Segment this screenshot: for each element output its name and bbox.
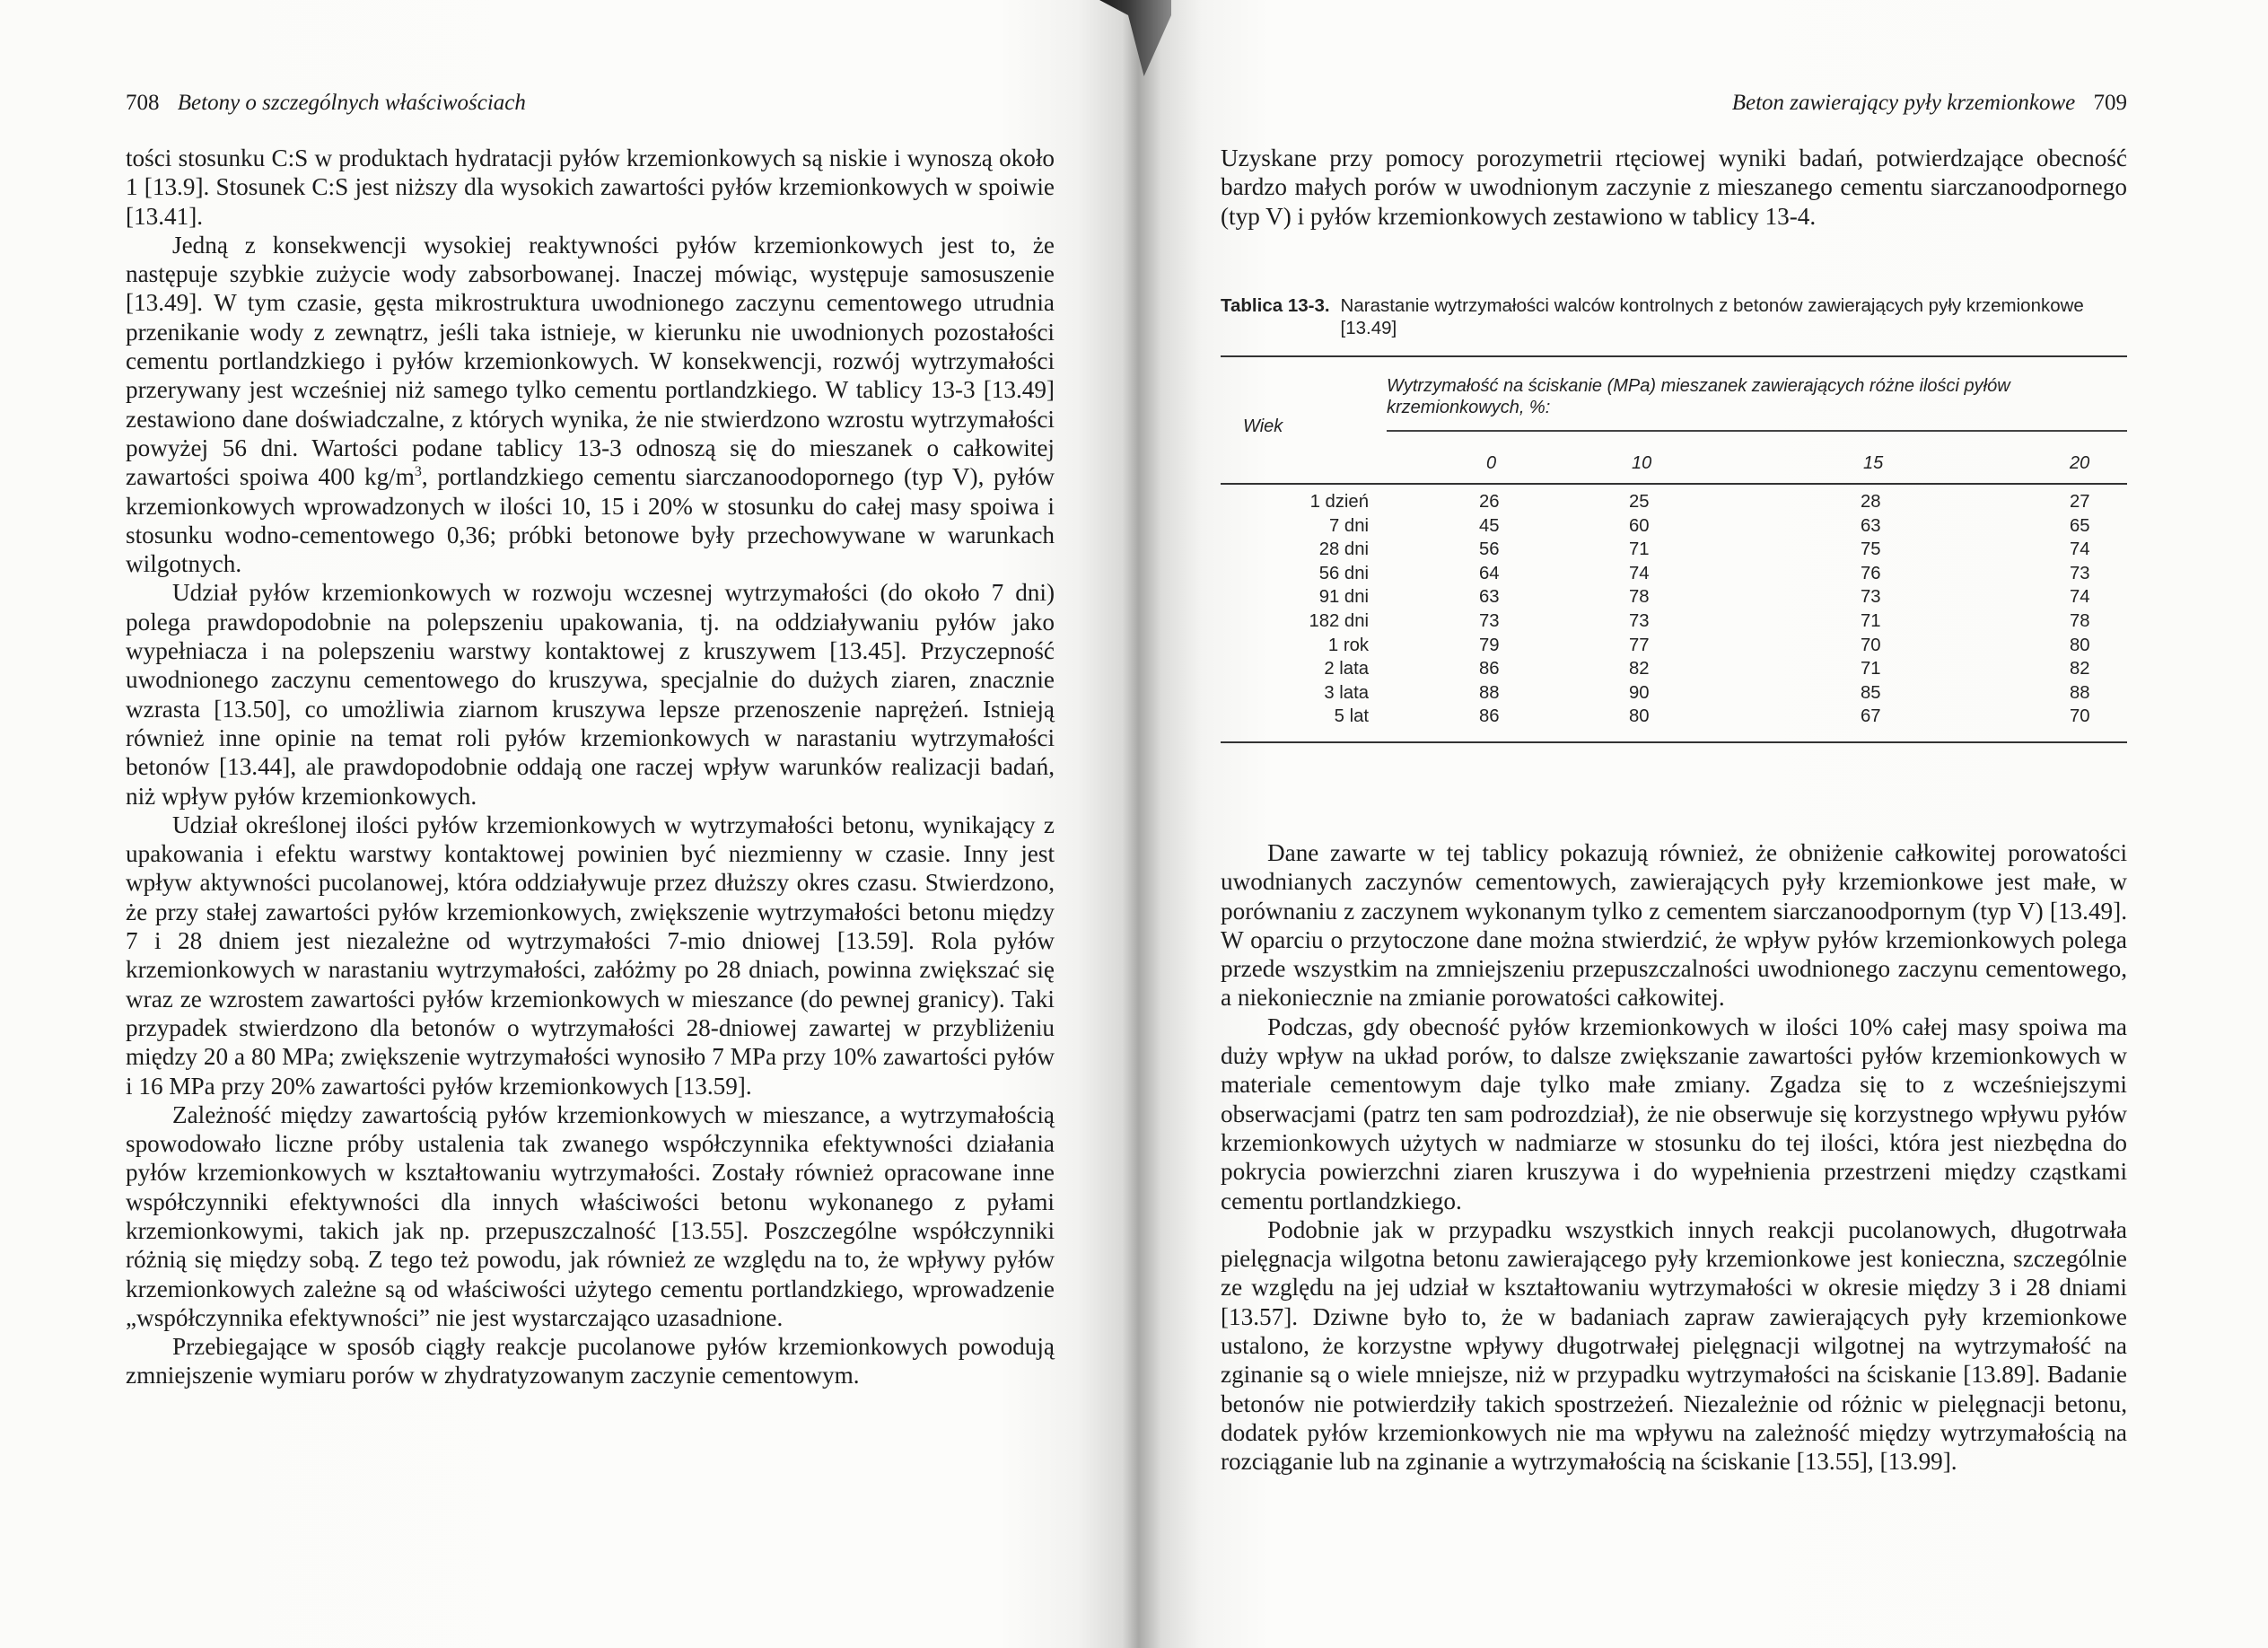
value-cell: 71 [1861,610,1881,631]
text-run: Zależność między zawartością pyłów krzemionkowych w mieszance, a wytrzymałością spowodowało liczne próby ustalenia tak zwanego współczynnika efektywności działania pyłów krzemionkowych w kształtowaniu wytrzymałości. Zostały również opracowane inne współczynniki efektywności dla innych właściwości betonu wykonanego z pyłami krzemionkowymi, takich jak np. przepuszczalność [13.55]. Poszczególne współczynniki różnią się między sobą. Z tego też powodu, jak również ze względu na to, że wpływy pyłów krzemionkowych zależne są od właściwości użytego cementu portlandzkiego, wprowadzenie „współczynnika efektywności” nie jest wystarczająco uzasadnione. [126,1100,1055,1331]
paragraph: Podobnie jak w przypadku wszystkich innych reakcji pucolanowych, długotrwała pielęgnacja wilgotna betonu zawierającego pyły krzemionkowe jest konieczna, szczególnie ze względu na jej udział w kształtowaniu wytrzymałości w okresie między 3 i 28 dniami [13.57]. Dziwne było to, że w badaniach zapraw zawierających pyły krzemionkowe ustalono, że korzystne wpływy długotrwałej pielęgnacji wilgotnej na wytrzymałość na zginanie są o wiele mniejsze, niż w przypadku wytrzymałości na ściskanie [13.89]. Badanie betonów nie potwierdziły takich spostrzeżeń. Niezależnie od różnic w pielęgnacji betonu, dodatek pyłów krzemionkowych nie ma wpływu na zależność między wytrzymałością na rozciąganie lub na zginanie a wytrzymałością na ściskanie [13.55], [13.99]. [1221,1215,2127,1476]
paragraph [126,144,1055,231]
value-cell: 63 [1861,515,1881,536]
age-cell: 2 lata [1324,659,1369,679]
table-caption [1221,294,2127,339]
value-cell: 71 [1629,539,1650,560]
age-cell: 56 dni [1318,563,1369,583]
value-cell: 56 [1479,539,1500,560]
value-cell: 77 [1629,635,1650,655]
paragraph: Uzyskane przy pomocy porozymetrii rtęciowej wyniki badań, potwierdzające obecność bardzo małych porów w uwodnionym zaczynie z mieszanego cementu siarczanoodpornego (typ V) i pyłów krzemionkowych zestawiono w tablicy 13-4. [1221,145,2127,230]
table-row [1221,683,2127,707]
table-label: Tablica 13-3. [1221,295,1330,316]
value-cell: 75 [1861,539,1881,560]
left-running-head [126,91,1055,116]
superscript: 3 [414,464,422,480]
table-row [1221,659,2127,683]
age-cell: 1 dzień [1309,492,1369,512]
value-cell: 74 [1629,563,1650,583]
value-cell: 73 [1629,610,1650,631]
value-cell: 70 [1861,635,1881,655]
table-top-rule [1221,355,2127,357]
table-row [1221,636,2127,660]
paragraph [126,1332,1055,1390]
paragraph [126,811,1055,1100]
header-col-20: 20 [2070,453,2090,473]
value-cell: 60 [1629,515,1650,536]
value-cell: 74 [2070,587,2090,608]
value-cell: 79 [1479,635,1500,655]
age-cell: 7 dni [1329,515,1369,536]
header-col-10: 10 [1632,453,1652,473]
paragraph [126,1100,1055,1332]
table-body [1221,492,2127,731]
header-age: Wiek [1243,416,1283,436]
table-row [1221,564,2127,588]
header-col-0: 0 [1486,453,1497,473]
paragraph: Podczas, gdy obecność pyłów krzemionkowych w ilości 10% całej masy spoiwa ma duży wpływ na układ porów, to dalsze zwiększanie zawartości pyłów krzemionkowych w materiale cementowym daje tylko małe zmiany. Zgadza się to z wcześniejszymi obserwacjami (patrz ten sam podrozdział), że nie obserwuje się korzystnego wpływu pyłów krzemionkowych użytych w nadmiarze w stosunku do tej ilości, która jest niezbędna do pokrycia powierzchni ziaren kruszywa i do wypełnienia przestrzeni między cząstkami cementu portlandzkiego. [1221,1012,2127,1214]
value-cell: 73 [1479,610,1500,631]
age-cell: 28 dni [1318,539,1369,560]
value-cell: 73 [1861,587,1881,608]
text-run: Jedną z konsekwencji wysokiej reaktywności pyłów krzemionkowych jest to, że następuje szybkie zużycie wody zabsorbowanej. Inaczej mówiąc, występuje samosuszenie [13.49]. W tym czasie, gęsta mikrostruktura uwodnionego zaczynu cementowego utrudnia przenikanie wody z zewnątrz, jeśli taka istnieje, w kierunku nie uwodnionych pozostałości cementu portlandzkiego i pyłów krzemionkowych. W konsekwencji, rozwój wytrzymałości przerywany jest wcześniej niż samego tylko cementu portlandzkiego. W tablicy 13-3 [13.49] zestawiono dane doświadczalne, z których wynika, że nie stwierdzono wzrostu wytrzymałości powyżej 56 dni. Wartości podane tablicy 13-3 odnoszą się do mieszanek o całkowitej zawartości spoiwa 400 kg/m [126,231,1055,491]
header-bottom-rule [1221,483,2127,485]
value-cell: 27 [2070,492,2090,512]
value-cell: 78 [1629,587,1650,608]
header-col-15: 15 [1863,453,1884,473]
value-cell: 26 [1479,492,1500,512]
value-cell: 28 [1861,492,1881,512]
value-cell: 70 [2070,706,2090,727]
header-main: Wytrzymałość na ściskanie (MPa) mieszanek zawierających różne ilości pyłów krzemionkowych, %: [1387,376,2010,417]
strength-table [1221,294,2127,727]
table-row [1221,492,2127,516]
value-cell: 78 [2070,610,2090,631]
value-cell: 86 [1479,706,1500,727]
table-caption-text: Narastanie wytrzymałości walców kontrolnych z betonów zawierających pyły krzemionkowe [13.49] [1340,295,2084,338]
age-cell: 182 dni [1309,610,1369,631]
value-cell: 45 [1479,515,1500,536]
value-cell: 67 [1861,706,1881,727]
paragraph [126,231,1055,579]
value-cell: 76 [1861,563,1881,583]
age-cell: 3 lata [1324,682,1369,703]
table-bottom-rule [1221,741,2127,743]
paragraph [126,578,1055,810]
value-cell: 88 [2070,682,2090,703]
value-cell: 82 [2070,659,2090,679]
value-cell: 90 [1629,682,1650,703]
running-title: Betony o szczególnych właściwościach [177,91,526,115]
right-running-head [1221,91,2127,116]
table-row [1221,516,2127,540]
binding-shadow [1099,0,1171,76]
text-run: tości stosunku C:S w produktach hydratacji pyłów krzemionkowych są niskie i wynoszą około 1 [13.9]. Stosunek C:S jest niższy dla wysokich zawartości pyłów krzemionkowych w spoiwie [13.41]. [126,145,1055,230]
table-header [1221,373,2127,481]
paragraph: Dane zawarte w tej tablicy pokazują również, że obniżenie całkowitej porowatości uwodnianych zaczynów cementowych, zawierających pyły krzemionkowe jest małe, w porównaniu z zaczynem wykonanym tylko z cementem siarczanoodpornym (typ V) [13.49]. W oparciu o przytoczone dane można stwierdzić, że wpływ pyłów krzemionkowych polega przede wszystkim na zmniejszeniu przepuszczalności uwodnionego zaczynu cementowego, a niekoniecznie na zmianie porowatości całkowitej. [1221,839,2127,1012]
left-body-text [126,144,1055,1390]
header-sub-rule [1387,430,2127,432]
value-cell: 88 [1479,682,1500,703]
text-run: , portlandzkiego cementu siarczanoodopornego (typ V), pyłów krzemionkowych wprowadzonych w ilości 10, 15 i 20% w stosunku do całej masy spoiwa i stosunku wodno-cementowego 0,36; próbki betonowe były przechowywane w warunkach wilgotnych. [126,463,1055,578]
value-cell: 64 [1479,563,1500,583]
table-row [1221,706,2127,731]
value-cell: 85 [1861,682,1881,703]
right-body-text [1221,838,2127,1477]
value-cell: 74 [2070,539,2090,560]
value-cell: 80 [2070,635,2090,655]
value-cell: 63 [1479,587,1500,608]
value-cell: 25 [1629,492,1650,512]
value-cell: 71 [1861,659,1881,679]
intro-text [1221,144,2127,231]
age-cell: 91 dni [1318,587,1369,608]
age-cell: 1 rok [1327,635,1369,655]
age-cell: 5 lat [1334,706,1369,727]
page-number: 708 [126,91,160,115]
text-run: Przebiegające w sposób ciągły reakcje pucolanowe pyłów krzemionkowych powodują zmniejszenie wymiaru porów w zhydratyzowanym zaczynie cementowym. [126,1333,1055,1389]
value-cell: 65 [2070,515,2090,536]
value-cell: 86 [1479,659,1500,679]
value-cell: 80 [1629,706,1650,727]
page-number: 709 [2093,91,2127,115]
table-row [1221,539,2127,564]
table-row [1221,587,2127,611]
text-run: Udział określonej ilości pyłów krzemionkowych w wytrzymałości betonu, wynikający z upakowania i efektu warstwy kontaktowej powinien być niezmienny w czasie. Inny jest wpływ aktywności pucolanowej, która oddziaływuje przez dłuższy okres czasu. Stwierdzono, że przy stałej zawartości pyłów krzemionkowych, zwiększenie wytrzymałości betonu między 7 i 28 dniem jest niezależne od wytrzymałości 7-mio dniowej [13.59]. Rola pyłów krzemionkowych w narastaniu wytrzymałości, załóżmy po 28 dniach, powinna zwiększać się wraz ze wzrostem zawartości pyłów krzemionkowych w mieszance (do pewnej granicy). Taki przypadek stwierdzono dla betonów o wytrzymałości 28-dniowej zawartej w przybliżeniu między 20 a 80 MPa; zwiększenie wytrzymałości wynosiło 7 MPa przy 10% zawartości pyłów i 16 MPa przy 20% zawartości pyłów krzemionkowych [13.59]. [126,811,1055,1100]
value-cell: 82 [1629,659,1650,679]
running-title: Beton zawierający pyły krzemionkowe [1731,91,2076,115]
text-run: Udział pyłów krzemionkowych w rozwoju wczesnej wytrzymałości (do około 7 dni) polega prawdopodobnie na polepszeniu upakowania, tj. na oddziaływaniu pyłów jako wypełniacza i na polepszeniu warstwy kontaktowej z kruszywem [13.45]. Przyczepność uwodnionego zaczynu cementowego do kruszywa, specjalnie do dużych ziaren, znacznie wzrasta [13.50], co umożliwia ziarnom kruszywa lepsze przenoszenie naprężeń. Istnieją również inne opinie na temat roli pyłów krzemionkowych w narastaniu wytrzymałości betonów [13.44], ale prawdopodobnie oddają one raczej wpływ warunków realizacji badań, niż wpływ pyłów krzemionkowych. [126,579,1055,810]
table-row [1221,611,2127,636]
value-cell: 73 [2070,563,2090,583]
